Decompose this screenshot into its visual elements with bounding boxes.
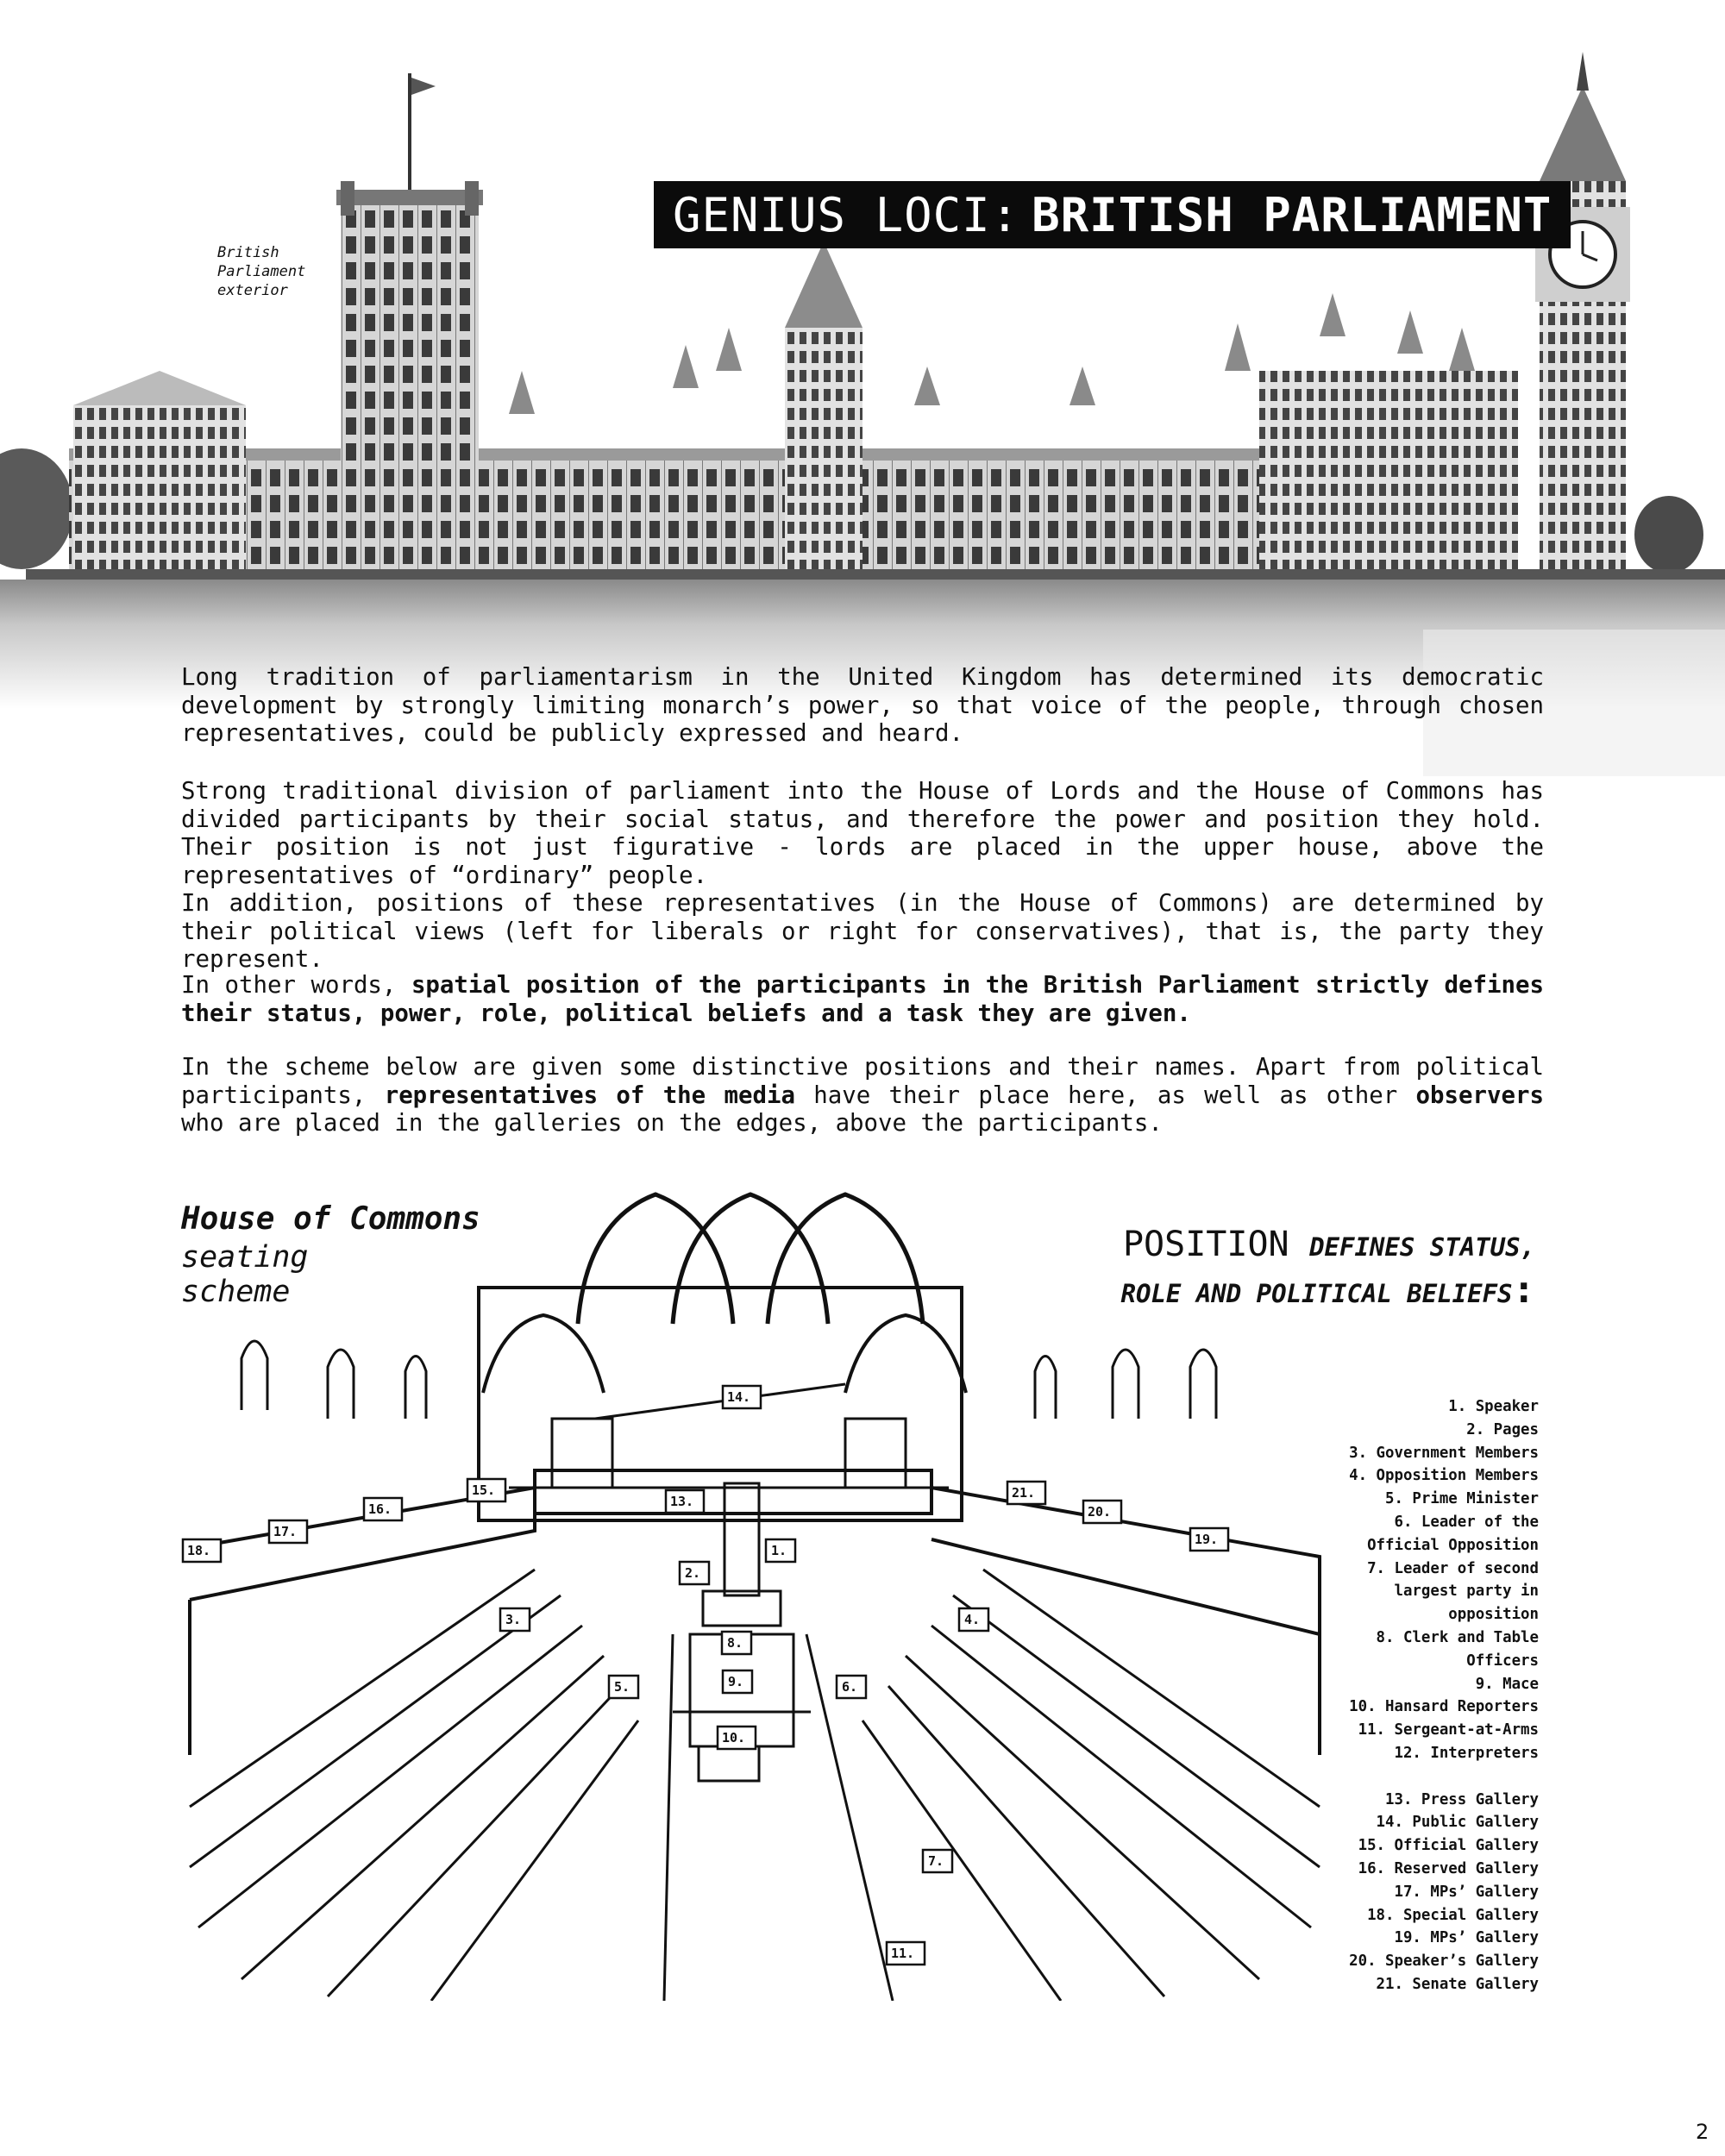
paragraph-text: who are placed in the galleries on the edges, above the participants.: [181, 1110, 1163, 1137]
marker-7: 7.: [928, 1853, 944, 1869]
marker-5: 5.: [614, 1679, 630, 1695]
marker-21: 21.: [1012, 1485, 1036, 1501]
paragraph-emphasis: observers: [1415, 1081, 1544, 1109]
marker-20: 20.: [1088, 1504, 1112, 1520]
marker-9: 9.: [728, 1674, 744, 1689]
legend-item: opposition: [1448, 1606, 1539, 1624]
legend-item: 6. Leader of the: [1394, 1513, 1539, 1531]
legend-item: 5. Prime Minister: [1385, 1490, 1539, 1508]
paragraph-text: Strong traditional division of parliament into the House of Lords and the House of Commons has divided participants by their social status, and therefore the power and position they hold. Their position is not just figurative - lords are placed in the upper house, above the representatives of “ordinary” people.: [181, 778, 1544, 889]
legend-item: 7. Leader of second: [1367, 1559, 1539, 1577]
paragraph-text: Long tradition of parliamentarism in the United Kingdom has determined its democratic development by strongly limiting monarch’s power, so that voice of the people, through chosen representatives, could be publicly expressed and heard.: [181, 664, 1544, 747]
marker-4: 4.: [964, 1612, 981, 1627]
legend-item: 13. Press Gallery: [1385, 1790, 1539, 1808]
photo-caption-line: exterior: [217, 282, 288, 299]
position-markers: [183, 1386, 1228, 1965]
paragraph-text: have their place here, as well as other: [794, 1081, 1416, 1109]
marker-6: 6.: [842, 1679, 858, 1695]
legend-item: 10. Hansard Reporters: [1349, 1698, 1539, 1716]
marker-11: 11.: [891, 1946, 915, 1961]
legend-item: 17. MPs’ Gallery: [1394, 1883, 1539, 1901]
legend-item: 1. Speaker: [1448, 1398, 1539, 1415]
paragraph-text: In addition, positions of these representatives (in the House of Commons) are determined by their political views (left for liberals or right for conservatives), that is, the party they represent.: [181, 890, 1544, 973]
legend-item: 4. Opposition Members: [1349, 1467, 1539, 1485]
legend-item: 18. Special Gallery: [1367, 1906, 1539, 1924]
paragraph-text: In other words,: [181, 972, 411, 999]
diagram-subtitle-line: seating: [181, 1240, 309, 1275]
intro-paragraph-4: [181, 1054, 1544, 1138]
paragraph-emphasis: spatial position of the participants in the British Parliament strictly defines their status, power, role, political beliefs and a task they are given.: [181, 972, 1544, 1027]
marker-14: 14.: [727, 1389, 751, 1405]
marker-2: 2.: [685, 1565, 701, 1581]
legend-item: 20. Speaker’s Gallery: [1349, 1952, 1539, 1971]
page-number: 2: [1696, 2120, 1709, 2144]
marker-18: 18.: [187, 1543, 211, 1558]
legend-item: 19. MPs’ Gallery: [1394, 1929, 1539, 1947]
legend-item: 16. Reserved Gallery: [1358, 1859, 1539, 1877]
marker-13: 13.: [670, 1494, 694, 1509]
legend-item: 11. Sergeant-at-Arms: [1358, 1721, 1539, 1739]
photo-caption-line: Parliament: [217, 263, 306, 280]
photo-caption-line: British: [217, 244, 279, 261]
marker-15: 15.: [472, 1482, 496, 1498]
legend-item: 15. Official Gallery: [1358, 1837, 1539, 1855]
marker-10: 10.: [722, 1730, 746, 1745]
legend-item: 14. Public Gallery: [1376, 1814, 1539, 1832]
positions-legend: [1294, 1395, 1539, 1996]
intro-paragraph-1: [181, 664, 1544, 749]
house-of-commons-seating-scheme: [172, 1186, 1346, 2001]
marker-19: 19.: [1195, 1532, 1219, 1547]
legend-spacer: [1294, 1765, 1539, 1789]
marker-17: 17.: [273, 1524, 298, 1539]
seating-rows-left: [190, 1570, 638, 2001]
marker-3: 3.: [505, 1612, 522, 1627]
diagram-subtitle-line: scheme: [181, 1275, 291, 1309]
position-heading-colon: :: [1512, 1268, 1535, 1312]
page-title-main: BRITISH PARLIAMENT: [1032, 187, 1552, 242]
seating-rows-right: [862, 1570, 1320, 2001]
photo-caption: [217, 243, 338, 300]
position-heading-big: POSITION: [1122, 1225, 1289, 1264]
legend-item: 8. Clerk and Table: [1376, 1628, 1539, 1646]
intro-paragraph-2: [181, 778, 1544, 975]
legend-item: 12. Interpreters: [1394, 1744, 1539, 1762]
position-heading-rest: DEFINES STATUS,: [1309, 1232, 1535, 1262]
page-title-prefix: GENIUS LOCI:: [673, 187, 1020, 242]
legend-item: 21. Senate Gallery: [1376, 1975, 1539, 1993]
marker-1: 1.: [771, 1543, 787, 1558]
legend-item: 2. Pages: [1466, 1420, 1539, 1438]
paragraph-text: In the scheme below are given some distinctive positions and their names. Apart from political participants,: [181, 1054, 1544, 1109]
page-title: [654, 181, 1571, 248]
paragraph-emphasis: representatives of the media: [384, 1081, 795, 1109]
legend-item: largest party in: [1394, 1583, 1539, 1601]
marker-8: 8.: [727, 1635, 743, 1651]
legend-item: 3. Government Members: [1349, 1444, 1539, 1462]
diagram-title: House of Commons: [181, 1201, 480, 1237]
position-heading-rest: ROLE AND POLITICAL BELIEFS: [1120, 1279, 1513, 1308]
legend-item: Officers: [1466, 1651, 1539, 1670]
legend-item: 9. Mace: [1475, 1675, 1539, 1693]
legend-item: Official Opposition: [1367, 1536, 1539, 1554]
marker-16: 16.: [368, 1501, 392, 1517]
intro-paragraph-3: [181, 972, 1544, 1028]
